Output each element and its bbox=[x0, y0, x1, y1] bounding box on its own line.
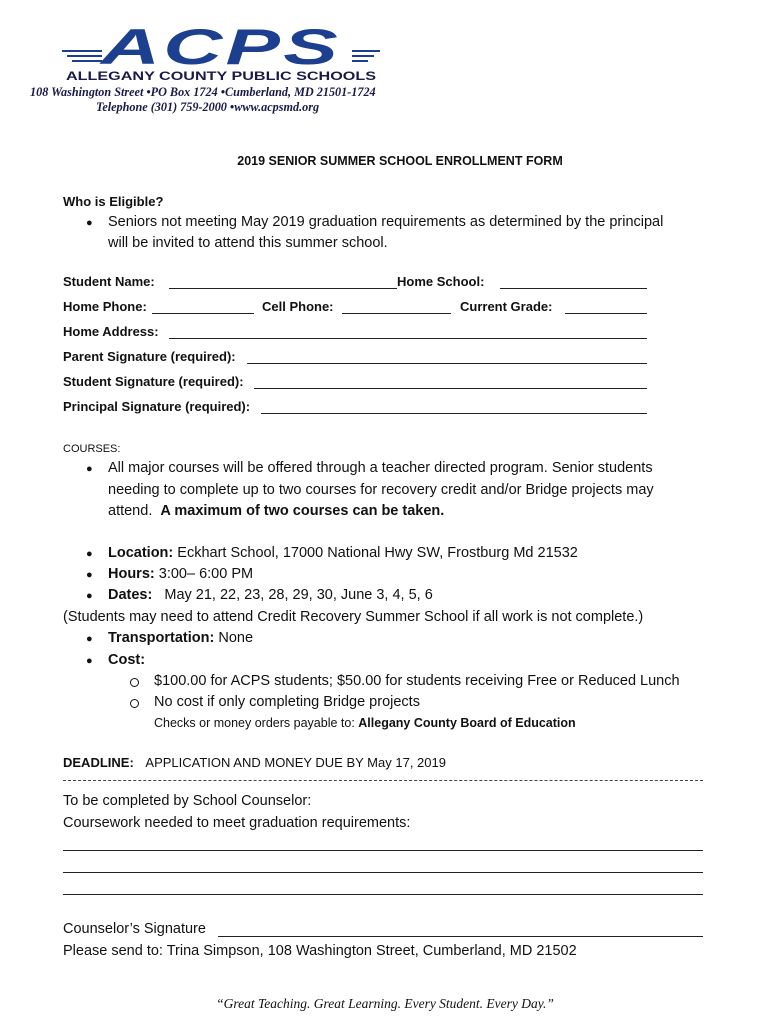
cost-item-2: No cost if only completing Bridge projects bbox=[154, 694, 420, 710]
eligibility-text-1: Seniors not meeting May 2019 graduation requirements as determined by the principal bbox=[108, 214, 664, 230]
current-grade-label: Current Grade: bbox=[460, 299, 553, 314]
bullet-icon: ● bbox=[86, 548, 93, 560]
bullet-icon: ● bbox=[86, 590, 93, 602]
credit-recovery-note: (Students may need to attend Credit Recovery Summer School if all work is not complete.) bbox=[63, 609, 644, 625]
student-name-field[interactable] bbox=[169, 288, 397, 289]
cell-phone-label: Cell Phone: bbox=[262, 299, 334, 314]
coursework-line-1[interactable] bbox=[63, 850, 703, 851]
bullet-icon: ● bbox=[86, 463, 93, 475]
form-title: 2019 SENIOR SUMMER SCHOOL ENROLLMENT FORM bbox=[237, 154, 563, 168]
circle-bullet-icon bbox=[130, 699, 139, 708]
student-name-label: Student Name: bbox=[63, 274, 155, 289]
hours-line bbox=[108, 566, 253, 582]
acps-logo bbox=[62, 20, 380, 82]
home-address-label: Home Address: bbox=[63, 324, 159, 339]
principal-signature-row bbox=[63, 399, 649, 415]
student-name-row bbox=[63, 274, 649, 290]
payable-line bbox=[154, 716, 576, 730]
location-label: Location: bbox=[108, 545, 174, 561]
eligibility-text-2: will be invited to attend this summer school. bbox=[108, 235, 388, 251]
home-phone-label: Home Phone: bbox=[63, 299, 147, 314]
logo-org-name: ALLEGANY COUNTY PUBLIC SCHOOLS bbox=[66, 69, 376, 82]
counselor-heading: To be completed by School Counselor: bbox=[63, 793, 312, 809]
home-address-row bbox=[63, 324, 649, 340]
student-signature-row bbox=[63, 374, 649, 390]
cut-line-divider bbox=[63, 780, 703, 781]
letterhead-address bbox=[30, 85, 376, 115]
student-signature-label: Student Signature (required): bbox=[63, 374, 244, 389]
logo-wordmark: ACPS bbox=[97, 20, 341, 75]
bullet-icon: ● bbox=[86, 569, 93, 581]
home-address-field[interactable] bbox=[169, 338, 647, 339]
hours-value: 3:00– 6:00 PM bbox=[158, 566, 254, 582]
transportation-label: Transportation: bbox=[108, 630, 215, 646]
location-value: Eckhart School, 17000 National Hwy SW, Frostburg Md 21532 bbox=[177, 545, 578, 561]
principal-signature-field[interactable] bbox=[261, 413, 647, 414]
cell-phone-field[interactable] bbox=[342, 313, 451, 314]
courses-attend: attend. bbox=[108, 503, 153, 519]
contact-line: Telephone (301) 759-2000 •www.acpsmd.org bbox=[96, 100, 320, 114]
principal-signature-label: Principal Signature (required): bbox=[63, 399, 251, 414]
footer-tagline: “Great Teaching. Great Learning. Every Student. Every Day.” bbox=[216, 996, 554, 1011]
courses-text-3 bbox=[108, 503, 444, 519]
eligibility-heading: Who is Eligible? bbox=[63, 194, 164, 209]
cost-item-1: $100.00 for ACPS students; $50.00 for students receiving Free or Reduced Lunch bbox=[154, 673, 680, 689]
hours-label: Hours: bbox=[108, 566, 155, 582]
deadline-label: DEADLINE: bbox=[63, 755, 134, 770]
parent-signature-field[interactable] bbox=[247, 363, 647, 364]
home-school-field[interactable] bbox=[500, 288, 647, 289]
dates-value: May 21, 22, 23, 28, 29, 30, June 3, 4, 5, 6 bbox=[164, 587, 433, 603]
circle-bullet-icon bbox=[130, 678, 139, 687]
counselor-signature-label: Counselor’s Signature bbox=[63, 921, 206, 937]
dates-label: Dates: bbox=[108, 587, 153, 603]
counselor-signature-field[interactable] bbox=[218, 936, 703, 937]
transportation-line bbox=[108, 630, 253, 646]
courses-text-1: All major courses will be offered through a teacher directed program. Senior students bbox=[108, 460, 653, 476]
deadline-line bbox=[63, 755, 446, 770]
dates-line bbox=[108, 587, 433, 603]
phone-row bbox=[63, 299, 649, 315]
payable-label: Checks or money orders payable to: bbox=[154, 716, 355, 730]
student-signature-field[interactable] bbox=[254, 388, 647, 389]
parent-signature-row bbox=[63, 349, 649, 365]
bullet-icon: ● bbox=[86, 655, 93, 667]
courses-text-2: needing to complete up to two courses for recovery credit and/or Bridge projects may bbox=[108, 482, 654, 498]
coursework-line-3[interactable] bbox=[63, 894, 703, 895]
home-phone-field[interactable] bbox=[152, 313, 254, 314]
home-school-label: Home School: bbox=[397, 274, 485, 289]
courses-maximum-note: A maximum of two courses can be taken. bbox=[160, 503, 445, 519]
transportation-value: None bbox=[218, 630, 254, 646]
deadline-value: APPLICATION AND MONEY DUE BY May 17, 2019 bbox=[145, 755, 446, 770]
cost-label: Cost: bbox=[108, 652, 146, 668]
coursework-label: Coursework needed to meet graduation requirements: bbox=[63, 815, 411, 831]
courses-heading: COURSES: bbox=[63, 443, 121, 455]
bullet-icon: ● bbox=[86, 217, 93, 229]
location-line bbox=[108, 545, 578, 561]
send-to-line: Please send to: Trina Simpson, 108 Washington Street, Cumberland, MD 21502 bbox=[63, 943, 577, 959]
bullet-icon: ● bbox=[86, 633, 93, 645]
address-line: 108 Washington Street •PO Box 1724 •Cumberland, MD 21501-1724 bbox=[30, 85, 376, 99]
parent-signature-label: Parent Signature (required): bbox=[63, 349, 236, 364]
current-grade-field[interactable] bbox=[565, 313, 647, 314]
payable-to: Allegany County Board of Education bbox=[358, 716, 576, 730]
coursework-line-2[interactable] bbox=[63, 872, 703, 873]
